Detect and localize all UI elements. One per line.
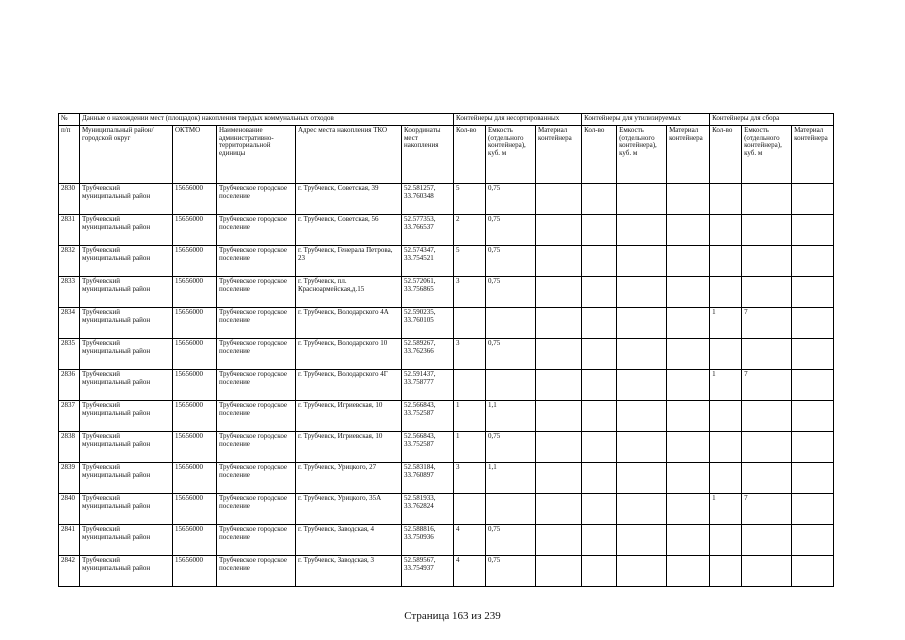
unsorted-material-cell	[536, 432, 582, 463]
collect-capacity-cell	[742, 463, 792, 494]
header-collect-qty: Кол-во	[710, 126, 742, 184]
collect-qty-cell	[710, 525, 742, 556]
recycle-capacity-cell	[617, 215, 667, 246]
admin-unit-cell: Трубчевское городское поселение	[217, 370, 296, 401]
collect-material-cell	[792, 339, 834, 370]
recycle-material-cell	[667, 370, 710, 401]
coordinates-cell: 52.566843, 33.752587	[402, 432, 454, 463]
recycle-capacity-cell	[617, 339, 667, 370]
recycle-material-cell	[667, 215, 710, 246]
collect-qty-cell: 1	[710, 308, 742, 339]
address-cell: г. Трубчевск, Игриевская, 10	[296, 401, 402, 432]
address-cell: г. Трубчевск, Генерала Петрова, 23	[296, 246, 402, 277]
admin-unit-cell: Трубчевское городское поселение	[217, 246, 296, 277]
recycle-material-cell	[667, 432, 710, 463]
collect-qty-cell	[710, 215, 742, 246]
collect-capacity-cell	[742, 277, 792, 308]
table-row	[59, 184, 834, 215]
recycle-material-cell	[667, 339, 710, 370]
unsorted-material-cell	[536, 525, 582, 556]
district-cell: Трубчевский муниципальный район	[80, 339, 173, 370]
unsorted-qty-cell: 5	[454, 246, 486, 277]
unsorted-qty-cell: 4	[454, 525, 486, 556]
header-unsorted-capacity: Емкость (отдельного контейнера), куб. м	[486, 126, 536, 184]
address-cell: г. Трубчевск, Урицкого, 27	[296, 463, 402, 494]
header-admin-unit: Наименование административно-территориальной единицы	[217, 126, 296, 184]
header-unsorted-qty: Кол-во	[454, 126, 486, 184]
address-cell: г. Трубчевск, Игриевская, 10	[296, 432, 402, 463]
collect-material-cell	[792, 401, 834, 432]
header-collect-capacity: Емкость (отдельного контейнера), куб. м	[742, 126, 792, 184]
address-cell: г. Трубчевск, Заводская, 3	[296, 556, 402, 587]
unsorted-material-cell	[536, 556, 582, 587]
row-number: 2840	[59, 494, 80, 525]
recycle-qty-cell	[582, 432, 617, 463]
header-group-row	[59, 114, 834, 126]
coordinates-cell: 52.581933, 33.762824	[402, 494, 454, 525]
collect-qty-cell	[710, 339, 742, 370]
collect-capacity-cell	[742, 184, 792, 215]
address-cell: г. Трубчевск, Володарского 4А	[296, 308, 402, 339]
oktmo-cell: 15656000	[173, 184, 217, 215]
unsorted-qty-cell: 3	[454, 463, 486, 494]
recycle-capacity-cell	[617, 463, 667, 494]
unsorted-material-cell	[536, 308, 582, 339]
recycle-capacity-cell	[617, 370, 667, 401]
recycle-material-cell	[667, 463, 710, 494]
collect-capacity-cell: 7	[742, 494, 792, 525]
header-coordinates: Координаты мест накопления	[402, 126, 454, 184]
collect-capacity-cell	[742, 432, 792, 463]
admin-unit-cell: Трубчевское городское поселение	[217, 308, 296, 339]
collect-capacity-cell	[742, 246, 792, 277]
district-cell: Трубчевский муниципальный район	[80, 463, 173, 494]
recycle-qty-cell	[582, 277, 617, 308]
recycle-material-cell	[667, 246, 710, 277]
admin-unit-cell: Трубчевское городское поселение	[217, 556, 296, 587]
address-cell: г. Трубчевск, Советская, 39	[296, 184, 402, 215]
collect-qty-cell: 1	[710, 494, 742, 525]
district-cell: Трубчевский муниципальный район	[80, 401, 173, 432]
coordinates-cell: 52.581257, 33.760348	[402, 184, 454, 215]
unsorted-qty-cell: 3	[454, 339, 486, 370]
header-recycle-material: Материал контейнера	[667, 126, 710, 184]
district-cell: Трубчевский муниципальный район	[80, 277, 173, 308]
recycle-material-cell	[667, 308, 710, 339]
collect-capacity-cell	[742, 339, 792, 370]
address-cell: г. Трубчевск, Урицкого, 35А	[296, 494, 402, 525]
recycle-material-cell	[667, 494, 710, 525]
unsorted-material-cell	[536, 370, 582, 401]
recycle-capacity-cell	[617, 308, 667, 339]
table-body	[59, 184, 834, 587]
row-number: 2835	[59, 339, 80, 370]
oktmo-cell: 15656000	[173, 556, 217, 587]
unsorted-qty-cell	[454, 494, 486, 525]
district-cell: Трубчевский муниципальный район	[80, 556, 173, 587]
oktmo-cell: 15656000	[173, 246, 217, 277]
address-cell: г. Трубчевск, Володарского 4Г	[296, 370, 402, 401]
recycle-material-cell	[667, 525, 710, 556]
recycle-capacity-cell	[617, 184, 667, 215]
header-group-collect: Контейнеры для сбора	[710, 114, 834, 126]
oktmo-cell: 15656000	[173, 494, 217, 525]
header-oktmo: ОКТМО	[173, 126, 217, 184]
collect-capacity-cell	[742, 215, 792, 246]
unsorted-capacity-cell	[486, 370, 536, 401]
admin-unit-cell: Трубчевское городское поселение	[217, 525, 296, 556]
admin-unit-cell: Трубчевское городское поселение	[217, 339, 296, 370]
recycle-qty-cell	[582, 370, 617, 401]
page-label: Страница	[404, 610, 450, 622]
coordinates-cell: 52.591437, 33.758777	[402, 370, 454, 401]
row-number: 2833	[59, 277, 80, 308]
oktmo-cell: 15656000	[173, 339, 217, 370]
unsorted-material-cell	[536, 401, 582, 432]
collect-qty-cell	[710, 401, 742, 432]
unsorted-material-cell	[536, 246, 582, 277]
table-row	[59, 339, 834, 370]
collect-material-cell	[792, 370, 834, 401]
recycle-capacity-cell	[617, 525, 667, 556]
unsorted-material-cell	[536, 184, 582, 215]
coordinates-cell: 52.574347, 33.754521	[402, 246, 454, 277]
oktmo-cell: 15656000	[173, 401, 217, 432]
recycle-qty-cell	[582, 401, 617, 432]
collect-capacity-cell	[742, 401, 792, 432]
unsorted-qty-cell	[454, 370, 486, 401]
collect-material-cell	[792, 463, 834, 494]
recycle-material-cell	[667, 401, 710, 432]
admin-unit-cell: Трубчевское городское поселение	[217, 277, 296, 308]
table-row	[59, 401, 834, 432]
table-row	[59, 308, 834, 339]
unsorted-capacity-cell: 0,75	[486, 525, 536, 556]
header-group-unsorted: Контейнеры для несортированных	[454, 114, 582, 126]
collect-qty-cell	[710, 277, 742, 308]
page-number: 163	[452, 610, 469, 622]
coordinates-cell: 52.566843, 33.752587	[402, 401, 454, 432]
waste-sites-table	[58, 113, 834, 587]
recycle-qty-cell	[582, 246, 617, 277]
coordinates-cell: 52.577353, 33.766537	[402, 215, 454, 246]
page-of-label: из	[471, 610, 482, 622]
collect-qty-cell	[710, 246, 742, 277]
row-number: 2832	[59, 246, 80, 277]
row-number: 2834	[59, 308, 80, 339]
row-number: 2841	[59, 525, 80, 556]
table-row	[59, 370, 834, 401]
unsorted-material-cell	[536, 277, 582, 308]
oktmo-cell: 15656000	[173, 432, 217, 463]
recycle-qty-cell	[582, 308, 617, 339]
oktmo-cell: 15656000	[173, 277, 217, 308]
coordinates-cell: 52.590235, 33.760105	[402, 308, 454, 339]
coordinates-cell: 52.589567, 33.754937	[402, 556, 454, 587]
header-recycle-capacity: Емкость (отдельного контейнера), куб. м	[617, 126, 667, 184]
row-number: 2837	[59, 401, 80, 432]
unsorted-capacity-cell: 1,1	[486, 401, 536, 432]
collect-material-cell	[792, 432, 834, 463]
collect-material-cell	[792, 215, 834, 246]
unsorted-qty-cell	[454, 308, 486, 339]
recycle-capacity-cell	[617, 246, 667, 277]
admin-unit-cell: Трубчевское городское поселение	[217, 494, 296, 525]
recycle-capacity-cell	[617, 494, 667, 525]
oktmo-cell: 15656000	[173, 463, 217, 494]
admin-unit-cell: Трубчевское городское поселение	[217, 463, 296, 494]
district-cell: Трубчевский муниципальный район	[80, 246, 173, 277]
table-row	[59, 215, 834, 246]
collect-qty-cell	[710, 184, 742, 215]
collect-material-cell	[792, 308, 834, 339]
header-unsorted-material: Материал контейнера	[536, 126, 582, 184]
recycle-qty-cell	[582, 463, 617, 494]
address-cell: г. Трубчевск, пл. Красноармейская,д.15	[296, 277, 402, 308]
recycle-qty-cell	[582, 525, 617, 556]
table-row	[59, 277, 834, 308]
district-cell: Трубчевский муниципальный район	[80, 525, 173, 556]
header-collect-material: Материал контейнера	[792, 126, 834, 184]
unsorted-material-cell	[536, 215, 582, 246]
coordinates-cell: 52.588816, 33.750936	[402, 525, 454, 556]
table-row	[59, 494, 834, 525]
header-number-sub: п/п	[59, 126, 80, 184]
collect-material-cell	[792, 525, 834, 556]
address-cell: г. Трубчевск, Володарского 10	[296, 339, 402, 370]
coordinates-cell: 52.589267, 33.762366	[402, 339, 454, 370]
table-header	[59, 114, 834, 184]
unsorted-capacity-cell	[486, 308, 536, 339]
district-cell: Трубчевский муниципальный район	[80, 215, 173, 246]
address-cell: г. Трубчевск, Советская, 56	[296, 215, 402, 246]
recycle-capacity-cell	[617, 401, 667, 432]
recycle-qty-cell	[582, 556, 617, 587]
table-row	[59, 463, 834, 494]
recycle-qty-cell	[582, 494, 617, 525]
unsorted-material-cell	[536, 463, 582, 494]
unsorted-qty-cell: 5	[454, 184, 486, 215]
table-row	[59, 432, 834, 463]
unsorted-capacity-cell: 0,75	[486, 432, 536, 463]
recycle-material-cell	[667, 277, 710, 308]
unsorted-material-cell	[536, 339, 582, 370]
district-cell: Трубчевский муниципальный район	[80, 494, 173, 525]
row-number: 2831	[59, 215, 80, 246]
recycle-capacity-cell	[617, 277, 667, 308]
recycle-qty-cell	[582, 215, 617, 246]
row-number: 2842	[59, 556, 80, 587]
collect-material-cell	[792, 277, 834, 308]
oktmo-cell: 15656000	[173, 215, 217, 246]
recycle-capacity-cell	[617, 432, 667, 463]
unsorted-capacity-cell: 0,75	[486, 215, 536, 246]
table-row	[59, 556, 834, 587]
collect-material-cell	[792, 246, 834, 277]
unsorted-qty-cell: 2	[454, 215, 486, 246]
collect-qty-cell	[710, 556, 742, 587]
oktmo-cell: 15656000	[173, 525, 217, 556]
admin-unit-cell: Трубчевское городское поселение	[217, 432, 296, 463]
header-recycle-qty: Кол-во	[582, 126, 617, 184]
collect-qty-cell: 1	[710, 370, 742, 401]
admin-unit-cell: Трубчевское городское поселение	[217, 215, 296, 246]
coordinates-cell: 52.572061, 33.756865	[402, 277, 454, 308]
row-number: 2838	[59, 432, 80, 463]
collect-material-cell	[792, 494, 834, 525]
recycle-qty-cell	[582, 184, 617, 215]
unsorted-capacity-cell: 0,75	[486, 339, 536, 370]
unsorted-capacity-cell: 0,75	[486, 184, 536, 215]
recycle-capacity-cell	[617, 556, 667, 587]
unsorted-capacity-cell	[486, 494, 536, 525]
coordinates-cell: 52.583184, 33.760897	[402, 463, 454, 494]
row-number: 2839	[59, 463, 80, 494]
collect-capacity-cell	[742, 556, 792, 587]
header-number: №	[59, 114, 80, 126]
collect-capacity-cell: 7	[742, 370, 792, 401]
collect-qty-cell	[710, 463, 742, 494]
unsorted-qty-cell: 3	[454, 277, 486, 308]
unsorted-capacity-cell: 0,75	[486, 556, 536, 587]
unsorted-qty-cell: 1	[454, 432, 486, 463]
district-cell: Трубчевский муниципальный район	[80, 308, 173, 339]
unsorted-capacity-cell: 0,75	[486, 246, 536, 277]
row-number: 2830	[59, 184, 80, 215]
collect-material-cell	[792, 184, 834, 215]
unsorted-qty-cell: 1	[454, 401, 486, 432]
header-group-location: Данные о нахождении мест (площадок) накопления твердых коммунальных отходов	[80, 114, 454, 126]
collect-capacity-cell	[742, 525, 792, 556]
table-row	[59, 246, 834, 277]
page-footer	[0, 610, 905, 622]
page-total: 239	[484, 610, 501, 622]
oktmo-cell: 15656000	[173, 370, 217, 401]
collect-material-cell	[792, 556, 834, 587]
recycle-material-cell	[667, 556, 710, 587]
collect-qty-cell	[710, 432, 742, 463]
unsorted-capacity-cell: 0,75	[486, 277, 536, 308]
unsorted-capacity-cell: 1,1	[486, 463, 536, 494]
unsorted-qty-cell: 4	[454, 556, 486, 587]
header-group-recycle: Контейнеры для утилизируемых	[582, 114, 710, 126]
address-cell: г. Трубчевск, Заводская, 4	[296, 525, 402, 556]
header-district: Муниципальный район/городской округ	[80, 126, 173, 184]
header-address: Адрес места накопления ТКО	[296, 126, 402, 184]
admin-unit-cell: Трубчевское городское поселение	[217, 184, 296, 215]
unsorted-material-cell	[536, 494, 582, 525]
oktmo-cell: 15656000	[173, 308, 217, 339]
table-row	[59, 525, 834, 556]
recycle-qty-cell	[582, 339, 617, 370]
district-cell: Трубчевский муниципальный район	[80, 432, 173, 463]
recycle-material-cell	[667, 184, 710, 215]
admin-unit-cell: Трубчевское городское поселение	[217, 401, 296, 432]
header-column-row	[59, 126, 834, 184]
district-cell: Трубчевский муниципальный район	[80, 184, 173, 215]
row-number: 2836	[59, 370, 80, 401]
collect-capacity-cell: 7	[742, 308, 792, 339]
district-cell: Трубчевский муниципальный район	[80, 370, 173, 401]
